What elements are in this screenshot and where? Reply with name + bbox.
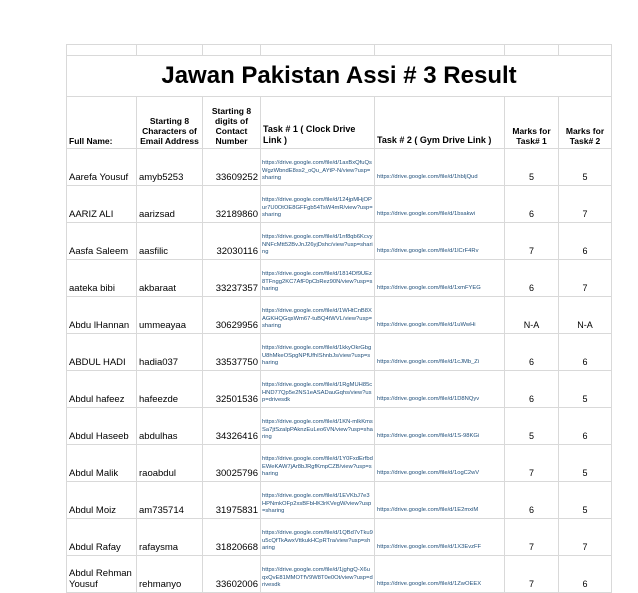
cell-marks2: N-A (559, 297, 612, 334)
table-row (67, 556, 612, 593)
cell-full-name: Abdul Rehman Yousuf (67, 556, 137, 593)
table-row (67, 519, 612, 556)
cell-marks1: 6 (505, 260, 559, 297)
cell-task2-link[interactable]: https://drive.google.com/file/d/1E2mxiM (375, 482, 505, 519)
cell-task1-link[interactable]: https://drive.google.com/file/d/1EVKbJ7e3HPNmkOFp2xsBFbHK3rKVegW/view?usp=sharing (261, 482, 375, 519)
table-row (67, 149, 612, 186)
title-row (67, 56, 612, 97)
cell-task1-link[interactable]: https://drive.google.com/file/d/1Y0FxdErfbdEWeKAW7jAr8bJRgfKmpCZB/view?usp=sharing (261, 445, 375, 482)
cell-marks2: 5 (559, 482, 612, 519)
cell-email: raoabdul (137, 445, 203, 482)
cell-marks1: 7 (505, 556, 559, 593)
cell-task1-link[interactable]: https://drive.google.com/file/d/1814Df9UEz8TFngg2KC7AfF0pCbRez90N/view?usp=sharing (261, 260, 375, 297)
cell-email: aarizsad (137, 186, 203, 223)
cell-marks1: 7 (505, 519, 559, 556)
header-email: Starting 8 Characters of Email Address (137, 97, 203, 149)
cell-task2-link[interactable]: https://drive.google.com/file/d/1cJMb_Zi (375, 334, 505, 371)
header-marks1: Marks for Task# 1 (505, 97, 559, 149)
table-row (67, 445, 612, 482)
table-row (67, 297, 612, 334)
cell-task1-link[interactable]: https://drive.google.com/file/d/1nf8qb6KcvyNNFcMtt52BvJnJ26yjDshc/view?usp=sharing (261, 223, 375, 260)
result-spreadsheet (66, 44, 611, 593)
cell-contact: 33602006 (203, 556, 261, 593)
cell-marks1: 5 (505, 149, 559, 186)
cell-marks2: 5 (559, 149, 612, 186)
cell-task2-link[interactable]: https://drive.google.com/file/d/1uWwHi (375, 297, 505, 334)
cell-contact: 33237357 (203, 260, 261, 297)
cell-contact: 32501536 (203, 371, 261, 408)
cell-marks2: 6 (559, 223, 612, 260)
cell-marks1: 7 (505, 223, 559, 260)
cell-task1-link[interactable]: https://drive.google.com/file/d/1kkyOkrGbgU8hMkeOSpgNPfUfhIShnbJs/view?usp=sharing (261, 334, 375, 371)
cell-marks2: 5 (559, 445, 612, 482)
sheet-title: Jawan Pakistan Assi # 3 Result (67, 56, 612, 97)
cell-marks2: 6 (559, 408, 612, 445)
cell-full-name: Abdul Malik (67, 445, 137, 482)
cell-email: akbaraat (137, 260, 203, 297)
cell-task2-link[interactable]: https://drive.google.com/file/d/1ogC2wV (375, 445, 505, 482)
cell-email: amyb5253 (137, 149, 203, 186)
cell-marks1: 7 (505, 445, 559, 482)
cell-contact: 33537750 (203, 334, 261, 371)
cell-contact: 32189860 (203, 186, 261, 223)
cell-contact: 30629956 (203, 297, 261, 334)
result-table (66, 44, 612, 593)
cell-marks2: 6 (559, 334, 612, 371)
cell-full-name: aateka bibi (67, 260, 137, 297)
header-contact: Starting 8 digits of Contact Number (203, 97, 261, 149)
cell-email: rafaysma (137, 519, 203, 556)
cell-marks2: 7 (559, 186, 612, 223)
cell-contact: 32030116 (203, 223, 261, 260)
table-row (67, 408, 612, 445)
cell-full-name: Abdul Moiz (67, 482, 137, 519)
cell-email: hafeezde (137, 371, 203, 408)
cell-task2-link[interactable]: https://drive.google.com/file/d/1bsakwi (375, 186, 505, 223)
cell-task1-link[interactable]: https://drive.google.com/file/d/1WHtCnB8XAGKHQGqsWm67-tuBQ4tWVL/view?usp=sharing (261, 297, 375, 334)
cell-marks1: 6 (505, 186, 559, 223)
table-row (67, 334, 612, 371)
cell-task2-link[interactable]: https://drive.google.com/file/d/1hbIjQud (375, 149, 505, 186)
cell-full-name: Aarefa Yousuf (67, 149, 137, 186)
cell-full-name: Abdul Haseeb (67, 408, 137, 445)
cell-task2-link[interactable]: https://drive.google.com/file/d/1xmFYEG (375, 260, 505, 297)
cell-marks1: 6 (505, 334, 559, 371)
table-row (67, 260, 612, 297)
cell-email: abdulhas (137, 408, 203, 445)
header-task1: Task # 1 ( Clock Drive Link ) (261, 97, 375, 149)
cell-task2-link[interactable]: https://drive.google.com/file/d/1X3EvzFF (375, 519, 505, 556)
cell-marks2: 5 (559, 371, 612, 408)
header-full-name: Full Name: (67, 97, 137, 149)
cell-task1-link[interactable]: https://drive.google.com/file/d/1RgMUH85cHND77Qp5e2NS1eASADauGqhs/view?usp=drivesdk (261, 371, 375, 408)
cell-full-name: ABDUL HADI (67, 334, 137, 371)
cell-email: aasfilic (137, 223, 203, 260)
blank-row (67, 45, 612, 56)
cell-full-name: Abdul hafeez (67, 371, 137, 408)
cell-marks2: 7 (559, 519, 612, 556)
cell-task2-link[interactable]: https://drive.google.com/file/d/1D8NQyv (375, 371, 505, 408)
cell-full-name: Abdul Rafay (67, 519, 137, 556)
table-row (67, 482, 612, 519)
table-row (67, 186, 612, 223)
header-task2: Task # 2 ( Gym Drive Link ) (375, 97, 505, 149)
cell-contact: 31975831 (203, 482, 261, 519)
cell-email: am735714 (137, 482, 203, 519)
cell-contact: 30025796 (203, 445, 261, 482)
cell-marks1: 6 (505, 482, 559, 519)
header-marks2: Marks for Task# 2 (559, 97, 612, 149)
cell-full-name: AARIZ ALI (67, 186, 137, 223)
cell-full-name: Abdu lHannan (67, 297, 137, 334)
cell-task2-link[interactable]: https://drive.google.com/file/d/1lCrF4Rv (375, 223, 505, 260)
cell-task1-link[interactable]: https://drive.google.com/file/d/1jghgQ-X6uqxQvE81MMOTfV9W8T0e0Ot/view?usp=drivesdk (261, 556, 375, 593)
cell-email: rehmanyo (137, 556, 203, 593)
cell-task1-link[interactable]: https://drive.google.com/file/d/1QBd7vTku9u5cQfTkAwxVttkukHCpRTra/view?usp=sharing (261, 519, 375, 556)
cell-contact: 33609252 (203, 149, 261, 186)
cell-marks1: 6 (505, 371, 559, 408)
cell-full-name: Aasfa Saleem (67, 223, 137, 260)
cell-task1-link[interactable]: https://drive.google.com/file/d/1KN-mlkKmsSa7jtSzaIpPAknzEuLeo6VN/view?usp=sharing (261, 408, 375, 445)
header-row (67, 97, 612, 149)
cell-marks1: 5 (505, 408, 559, 445)
cell-task1-link[interactable]: https://drive.google.com/file/d/124jpMHjOPur7U0OtOE8GFFgb54TsW4mR/view?usp=sharing (261, 186, 375, 223)
table-row (67, 223, 612, 260)
cell-marks1: N-A (505, 297, 559, 334)
cell-email: hadia037 (137, 334, 203, 371)
cell-task2-link[interactable]: https://drive.google.com/file/d/1ZwOEEX (375, 556, 505, 593)
table-row (67, 371, 612, 408)
cell-marks2: 6 (559, 556, 612, 593)
cell-task1-link[interactable]: https://drive.google.com/file/d/1axBxQfuQsWgzWbndE8ss2_oQu_AYtP-N/view?usp=sharing (261, 149, 375, 186)
cell-contact: 34326416 (203, 408, 261, 445)
cell-task2-link[interactable]: https://drive.google.com/file/d/1S-98KGi (375, 408, 505, 445)
cell-marks2: 7 (559, 260, 612, 297)
cell-contact: 31820668 (203, 519, 261, 556)
cell-email: ummeayaa (137, 297, 203, 334)
